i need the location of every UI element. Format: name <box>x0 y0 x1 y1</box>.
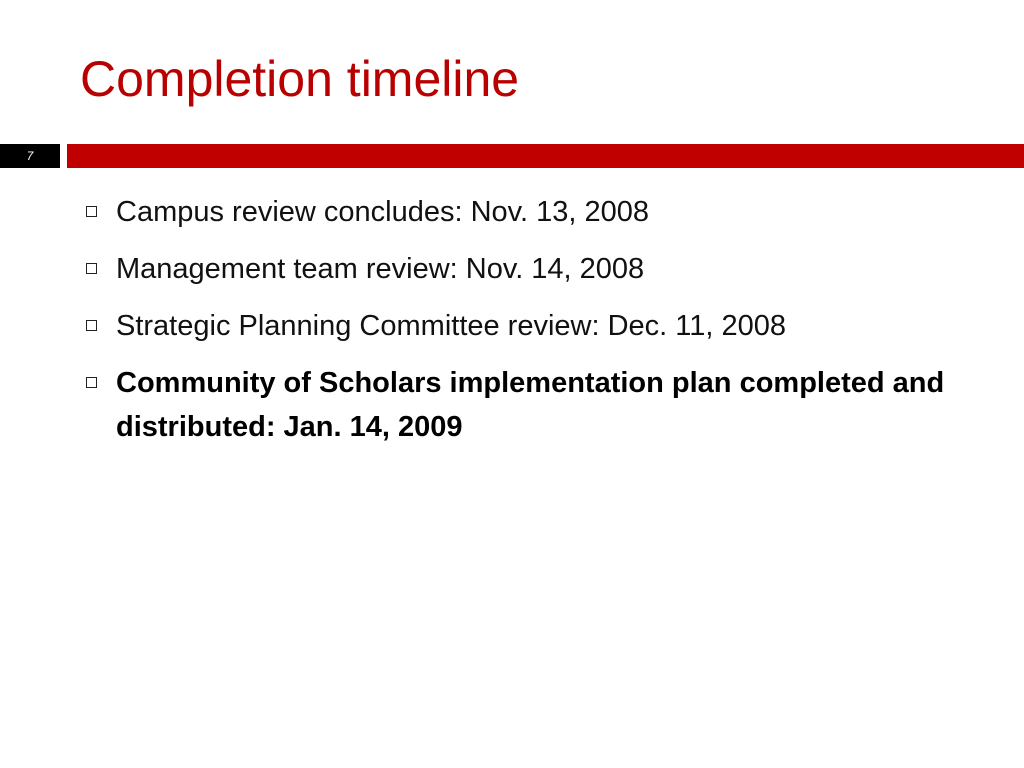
slide-title: Completion timeline <box>80 51 520 107</box>
list-item <box>78 190 978 234</box>
square-bullet-icon <box>86 206 97 217</box>
bullet-text: Management team review: Nov. 14, 2008 <box>116 253 645 285</box>
bullet-list <box>78 190 978 462</box>
square-bullet-icon <box>86 263 97 274</box>
list-item <box>78 361 978 449</box>
list-item <box>78 304 978 348</box>
bullet-text: Strategic Planning Committee review: Dec. 11, 2008 <box>116 310 787 342</box>
slide-number: 7 <box>0 144 60 168</box>
list-item <box>78 247 978 291</box>
bullet-text: Campus review concludes: Nov. 13, 2008 <box>116 196 650 228</box>
square-bullet-icon <box>86 320 97 331</box>
square-bullet-icon <box>86 377 97 388</box>
bullet-text-emphasized: Community of Scholars implementation plan completed and distributed: Jan. 14, 2009 <box>116 367 945 443</box>
title-divider-bar <box>67 144 1024 168</box>
